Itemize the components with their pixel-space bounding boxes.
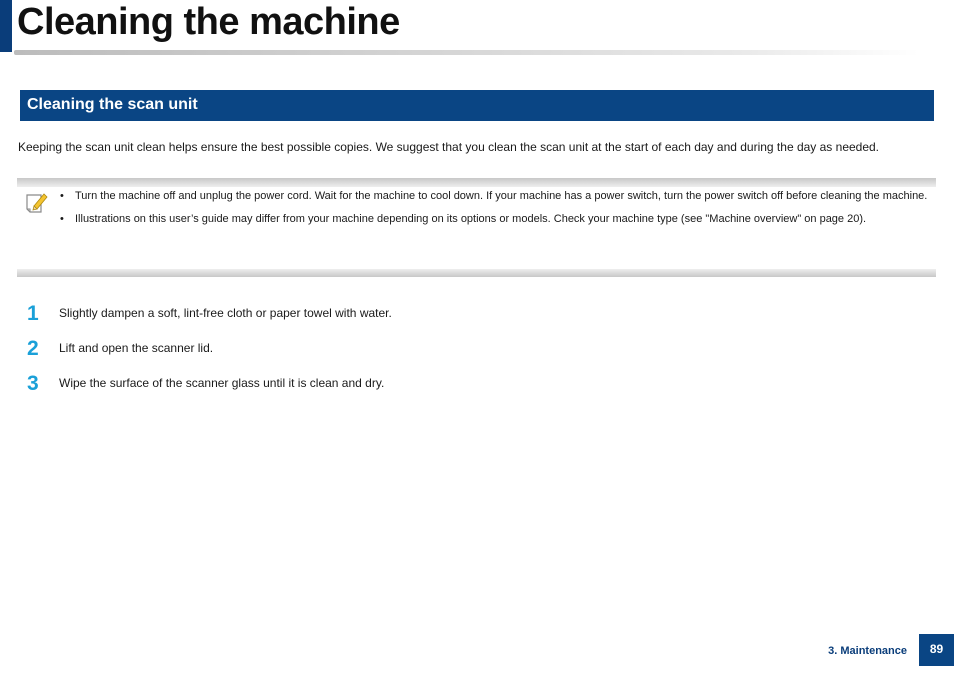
footer-section-label: 3. Maintenance: [828, 645, 907, 657]
step-text: Slightly dampen a soft, lint-free cloth or paper towel with water.: [59, 306, 392, 320]
title-accent-bar: [0, 0, 12, 52]
note-bottom-border: [17, 269, 936, 277]
note-list: [60, 188, 935, 227]
step-text: Wipe the surface of the scanner glass until it is clean and dry.: [59, 376, 385, 390]
note-item-text: Illustrations on this user’s guide may differ from your machine depending on its options or models. Check your machine type (see "Machine overview" on page 20).: [75, 213, 867, 225]
title-divider: [14, 50, 919, 55]
note-item: [60, 211, 935, 227]
step-number: 1: [27, 302, 39, 325]
bullet-glyph: •: [60, 213, 64, 225]
step-number: 2: [27, 337, 39, 360]
step-number: 3: [27, 372, 39, 395]
page-title: Cleaning the machine: [17, 1, 400, 43]
note-item: [60, 188, 935, 204]
section-title: Cleaning the scan unit: [27, 96, 198, 113]
note-top-border: [17, 178, 936, 187]
note-box: [17, 178, 936, 277]
bullet-glyph: •: [60, 190, 64, 202]
note-item-text: Turn the machine off and unplug the power cord. Wait for the machine to cool down. If your machine has a power switch, turn the power switch off before cleaning the machine.: [75, 190, 928, 202]
note-pencil-icon: [24, 190, 50, 216]
intro-paragraph: Keeping the scan unit clean helps ensure the best possible copies. We suggest that you clean the scan unit at the start of each day and during the day as needed.: [18, 140, 880, 154]
page-number: 89: [919, 634, 954, 666]
step-text: Lift and open the scanner lid.: [59, 341, 214, 355]
section-header: [20, 90, 934, 121]
